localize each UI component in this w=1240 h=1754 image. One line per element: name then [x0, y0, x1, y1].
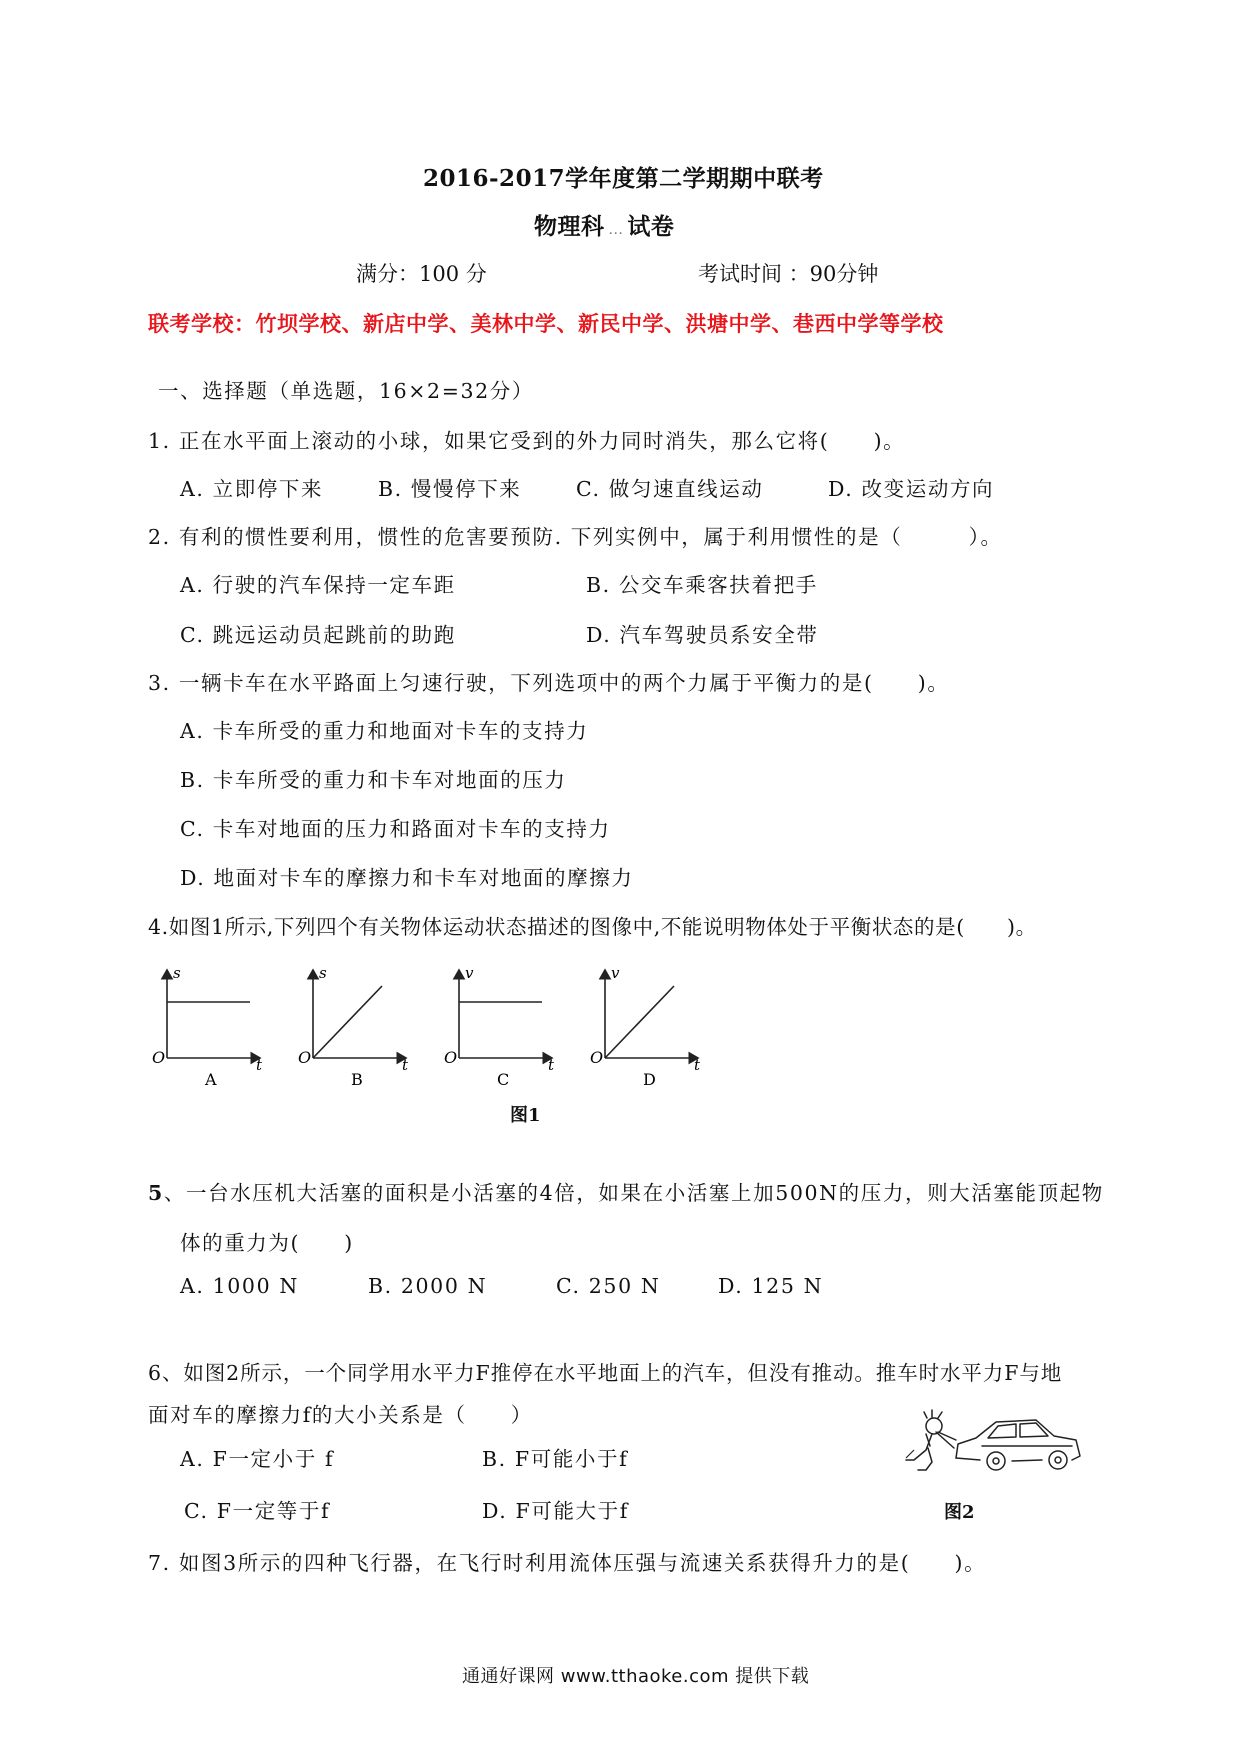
figure-1-caption: 图1	[510, 1105, 541, 1126]
question-2-option-b: B. 公交车乘客扶着把手	[586, 573, 818, 597]
exam-subtitle	[534, 208, 674, 241]
question-5-text: 、一台水压机大活塞的面积是小活塞的4倍，如果在小活塞上加500N的压力，则大活塞能顶起物	[163, 1181, 1104, 1205]
graph-d-x-label: t	[694, 1056, 701, 1074]
question-5-number: 5	[148, 1181, 164, 1205]
graph-d-letter: D	[643, 1070, 656, 1089]
graph-b-y-label: s	[319, 964, 327, 982]
question-6-option-c: C. F一定等于f	[184, 1499, 331, 1523]
question-3-option-b: B. 卡车所受的重力和卡车对地面的压力	[180, 768, 567, 792]
question-2-option-a: A. 行驶的汽车保持一定车距	[180, 573, 456, 597]
question-6-option-b: B. F可能小于f	[482, 1447, 629, 1471]
graph-a-origin: O	[152, 1048, 166, 1067]
question-6-option-a: A. F一定小于 f	[180, 1447, 335, 1471]
question-3-stem: 3. 一辆卡车在水平路面上匀速行驶，下列选项中的两个力属于平衡力的是( )。	[148, 671, 950, 695]
question-5-stem-line2: 体的重力为( )	[180, 1231, 354, 1255]
question-3-option-d: D. 地面对卡车的摩擦力和卡车对地面的摩擦力	[180, 866, 634, 890]
paper-label: 试卷	[627, 213, 675, 240]
question-1-stem: 1. 正在水平面上滚动的小球，如果它受到的外力同时消失，那么它将( )。	[148, 429, 906, 453]
graph-b-origin: O	[298, 1048, 312, 1067]
graph-a	[152, 964, 263, 1089]
question-1-option-a: A. 立即停下来	[180, 477, 324, 501]
question-1-option-b: B. 慢慢停下来	[378, 477, 522, 501]
participating-schools: 联考学校：竹坝学校、新店中学、美林中学、新民中学、洪塘中学、巷西中学等学校	[148, 311, 944, 336]
figure-1-graphs	[150, 960, 720, 1090]
question-6-stem: 6、如图2所示，一个同学用水平力F推停在水平地面上的汽车，但没有推动。推车时水平力F与地	[148, 1361, 1063, 1385]
figure-2-caption: 图2	[944, 1502, 975, 1523]
question-3-option-a: A. 卡车所受的重力和地面对卡车的支持力	[180, 719, 589, 743]
graph-a-y-label: s	[173, 964, 181, 982]
graph-b	[298, 964, 409, 1089]
graph-c-x-label: t	[548, 1056, 555, 1074]
graph-c-letter: C	[497, 1070, 510, 1089]
graph-b-x-label: t	[402, 1056, 409, 1074]
question-4-stem: 4.如图1所示,下列四个有关物体运动状态描述的图像中,不能说明物体处于平衡状态的是( )。	[148, 915, 1037, 939]
question-5-stem	[148, 1176, 1104, 1206]
graph-a-x-label: t	[256, 1056, 263, 1074]
question-2-stem: 2. 有利的惯性要利用，惯性的危害要预防. 下列实例中，属于利用惯性的是（ ）。	[148, 525, 1003, 549]
question-5-option-a: A. 1000 N	[180, 1274, 299, 1298]
graph-a-letter: A	[205, 1070, 217, 1089]
graph-d-y-label: v	[611, 964, 620, 982]
graph-b-letter: B	[351, 1070, 363, 1089]
question-6-option-d: D. F可能大于f	[482, 1499, 629, 1523]
full-score: 满分：100 分	[356, 262, 487, 286]
page-footer: 通通好课网 www.tthaoke.com 提供下载	[462, 1666, 810, 1687]
section-heading: 一、选择题（单选题，16×2=32分）	[158, 379, 534, 403]
subtitle-dots: ...	[608, 222, 624, 238]
question-3-option-c: C. 卡车对地面的压力和路面对卡车的支持力	[180, 817, 611, 841]
question-5-option-b: B. 2000 N	[368, 1274, 488, 1298]
question-1-option-c: C. 做匀速直线运动	[576, 477, 764, 501]
question-2-option-c: C. 跳远运动员起跳前的助跑	[180, 623, 456, 647]
exam-title: 2016-2017学年度第二学期期中联考	[423, 165, 824, 192]
exam-time: 考试时间 ：90分钟	[698, 262, 879, 286]
figure-2-person-pushing-car	[896, 1404, 1086, 1484]
question-1-option-d: D. 改变运动方向	[828, 477, 995, 501]
subject-label: 物理科	[534, 213, 605, 240]
graph-d-origin: O	[590, 1048, 604, 1067]
graph-d	[590, 964, 701, 1089]
graph-c	[444, 964, 555, 1089]
question-5-option-d: D. 125 N	[718, 1274, 824, 1298]
question-7-stem: 7. 如图3所示的四种飞行器，在飞行时利用流体压强与流速关系获得升力的是( )。	[148, 1551, 987, 1575]
question-6-stem-line2: 面对车的摩擦力f的大小关系是（ ）	[148, 1403, 533, 1427]
question-5-option-c: C. 250 N	[556, 1274, 661, 1298]
graph-c-origin: O	[444, 1048, 458, 1067]
graph-c-y-label: v	[465, 964, 474, 982]
question-2-option-d: D. 汽车驾驶员系安全带	[586, 623, 819, 647]
